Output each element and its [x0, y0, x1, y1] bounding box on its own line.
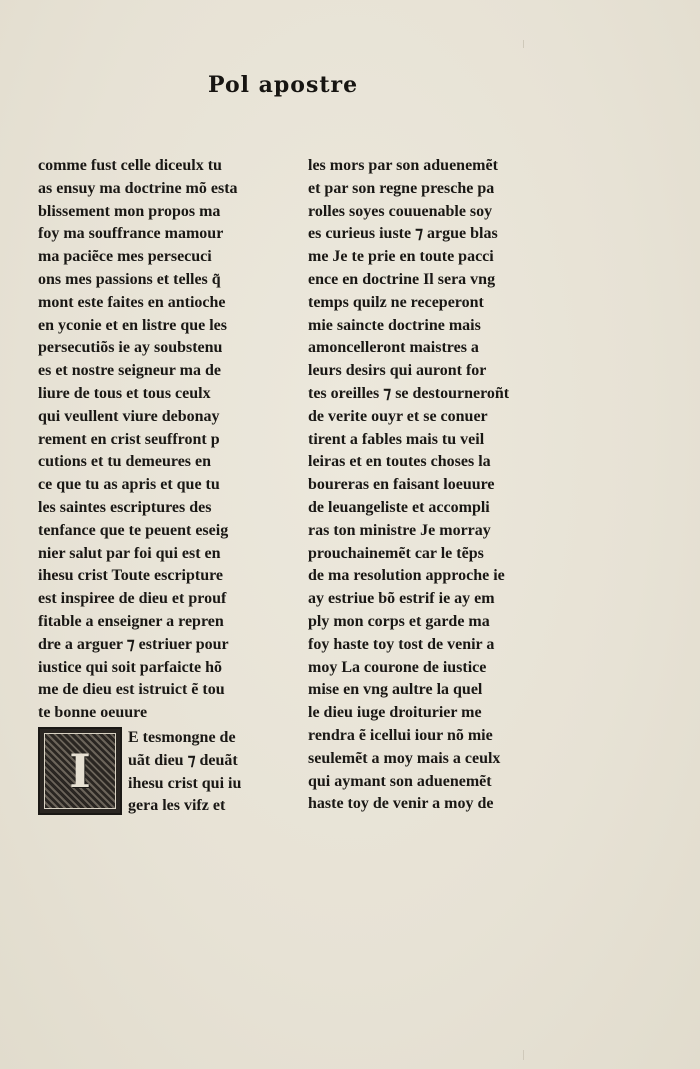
page-crease-mark — [523, 40, 524, 48]
text-line: leurs desirs qui auront for — [308, 362, 487, 380]
text-line: ence en doctrine Il sera vng — [308, 270, 496, 288]
text-line: tenfance que te peuent eseig — [38, 521, 229, 539]
text-line: leiras et en toutes choses la — [308, 453, 491, 471]
text-line: de leuangeliste et accompli — [308, 498, 490, 516]
text-line: E tesmongne de — [128, 728, 236, 746]
text-line: amoncelleront maistres a — [308, 339, 479, 357]
text-line: ply mon corps et garde ma — [308, 612, 490, 630]
text-line: ce que tu as apris et que tu — [38, 476, 220, 494]
text-line: mont este faites en antioche — [38, 293, 226, 311]
text-line: blissement mon propos ma — [38, 202, 221, 220]
text-line: rolles soyes couuenable soy — [308, 202, 493, 220]
text-line: seulemẽt a moy mais a ceulx — [308, 749, 501, 767]
text-line: tirent a fables mais tu veil — [308, 430, 485, 448]
text-line: est inspiree de dieu et prouf — [38, 590, 227, 608]
text-line: boureras en faisant loeuure — [308, 476, 495, 494]
decorated-initial-block — [38, 727, 270, 818]
text-line: as ensuy ma doctrine mõ esta — [38, 179, 238, 197]
text-line: liure de tous et tous ceulx — [38, 384, 211, 402]
text-line: et par son regne presche pa — [308, 179, 495, 197]
text-line: mise en vng aultre la quel — [308, 681, 483, 699]
text-line: me Je te prie en toute pacci — [308, 248, 494, 266]
text-line: ons mes passions et telles q̃ — [38, 270, 221, 288]
text-line: ras ton ministre Je morray — [308, 521, 491, 539]
text-line: es curieus iuste ⁊ argue blas — [308, 225, 498, 243]
text-line: qui veullent viure debonay — [38, 407, 220, 425]
illuminated-initial — [38, 727, 122, 815]
text-line: les saintes escriptures des — [38, 498, 212, 516]
text-line: moy La courone de iustice — [308, 658, 487, 676]
text-line: ihesu crist qui iu — [128, 774, 242, 792]
text-line: les mors par son aduenemẽt — [308, 157, 498, 174]
text-line: fitable a enseigner a repren — [38, 612, 224, 630]
text-line: te bonne oeuure — [38, 704, 148, 722]
text-line: haste toy de venir a moy de — [308, 795, 494, 813]
text-line: ay estriue bõ estrif ie ay em — [308, 590, 495, 608]
right-text-column — [308, 155, 540, 816]
text-line: de ma resolution approche ie — [308, 567, 505, 585]
text-line: uãt dieu ⁊ deuãt — [128, 751, 238, 769]
text-line: en yconie et en listre que les — [38, 316, 228, 334]
initial-frame — [44, 733, 116, 809]
text-line: rendra ẽ icellui iour nõ mie — [308, 726, 493, 744]
text-line: qui aymant son aduenemẽt — [308, 772, 492, 790]
text-line: cutions et tu demeures en — [38, 453, 212, 471]
text-line: ma paciẽce mes persecuci — [38, 248, 212, 266]
text-line: gera les vifz et — [128, 797, 226, 815]
text-line: nier salut par foi qui est en — [38, 544, 221, 562]
text-line: comme fust celle diceulx tu — [38, 157, 222, 174]
text-line: ihesu crist Toute escripture — [38, 567, 224, 585]
text-line: mie saincte doctrine mais — [308, 316, 481, 334]
text-line: es et nostre seigneur ma de — [38, 362, 221, 380]
text-line: me de dieu est istruict ẽ tou — [38, 681, 225, 699]
text-line: temps quilz ne receperont — [308, 293, 484, 311]
initial-letter: I — [69, 743, 91, 798]
text-line: le dieu iuge droiturier me — [308, 704, 482, 722]
initial-adjacent-text — [128, 727, 268, 818]
text-line: persecutiõs ie ay soubstenu — [38, 339, 223, 357]
text-line: foy ma souffrance mamour — [38, 225, 224, 243]
text-line: dre a arguer ⁊ estriuer pour — [38, 635, 229, 653]
text-line: prouchainemẽt car le tẽps — [308, 544, 484, 562]
text-line: tes oreilles ⁊ se destourneroñt — [308, 384, 510, 402]
text-line: de verite ouyr et se conuer — [308, 407, 488, 425]
left-text-column — [38, 155, 270, 818]
text-line: iustice qui soit parfaicte hõ — [38, 658, 222, 676]
page-crease-mark-bottom — [523, 1050, 524, 1060]
text-line: rement en crist seuffront p — [38, 430, 220, 448]
text-line: foy haste toy tost de venir a — [308, 635, 495, 653]
running-title: Pol apostre — [208, 72, 359, 98]
